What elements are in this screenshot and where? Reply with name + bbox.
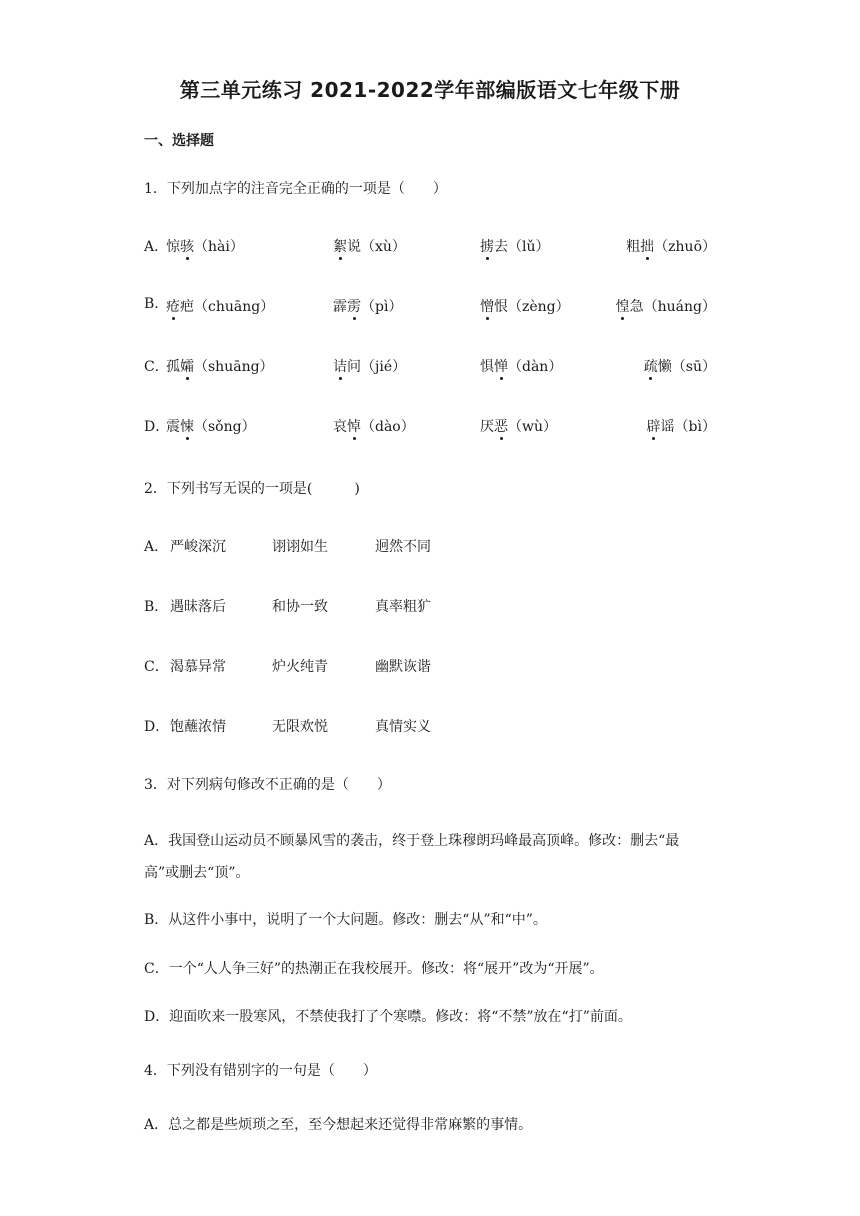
option-word: 遇昧落后 — [170, 599, 226, 615]
option-word: 饱蘸浓情 — [170, 719, 226, 735]
question-3-stem: 3．对下列病句修改不正确的是（ ） — [144, 777, 391, 793]
option-label: C． — [144, 659, 169, 675]
option-label: A． — [144, 539, 169, 555]
option-word: 霹雳（pì） — [333, 296, 402, 316]
dotted-character: 惶 — [616, 296, 630, 316]
dotted-character: 恶 — [494, 416, 508, 436]
option-word: 厌恶（wù） — [480, 416, 557, 436]
option-word: 诘问（jié） — [333, 356, 406, 376]
option-label: A． — [144, 239, 169, 255]
dotted-character: 掳 — [480, 236, 494, 256]
question-3-option-a-line1: A．我国登山运动员不顾暴风雪的袭击，终于登上珠穆朗玛峰最高顶峰。修改：删去“最 — [144, 833, 680, 849]
dotted-character: 惮 — [494, 356, 508, 376]
dotted-character: 诘 — [333, 356, 347, 376]
dotted-character: 憎 — [480, 296, 494, 316]
option-label: D． — [144, 719, 170, 735]
option-word: 炉火纯青 — [272, 659, 328, 675]
question-3-option-d: D．迎面吹来一股寒风，不禁使我打了个寒噤。修改：将“不禁”放在“打”前面。 — [144, 1009, 632, 1025]
question-1-stem: 1．下列加点字的注音完全正确的一项是（ ） — [144, 181, 447, 197]
option-word: 迥然不同 — [375, 539, 431, 555]
dotted-character: 雳 — [347, 296, 361, 316]
option-word: 粗拙（zhuō） — [626, 236, 716, 256]
question-4-stem: 4．下列没有错别字的一句是（ ） — [144, 1063, 377, 1079]
dotted-character: 悼 — [347, 416, 361, 436]
option-word: 疮疤（chuāng） — [166, 296, 274, 316]
option-word: 诩诩如生 — [272, 539, 328, 555]
option-word: 疏懒（sū） — [644, 356, 716, 376]
dotted-character: 辟 — [647, 416, 661, 436]
option-word: 渴慕异常 — [170, 659, 226, 675]
option-label: C． — [144, 359, 169, 375]
option-word: 幽默诙谐 — [375, 659, 431, 675]
question-4-option-a: A．总之都是些烦琐之至，至今想起来还觉得非常麻繁的事情。 — [144, 1117, 533, 1133]
option-word: 震悚（sǒng） — [166, 416, 256, 436]
option-word: 哀悼（dào） — [333, 416, 415, 436]
option-word: 絮说（xù） — [333, 236, 406, 256]
question-3-option-c: C．一个“人人争三好”的热潮正在我校展开。修改：将“展开”改为“开展”。 — [144, 961, 604, 977]
question-3-option-a-line2: 高”或删去“顶”。 — [144, 865, 250, 881]
option-label: B． — [144, 599, 169, 615]
option-word: 憎恨（zèng） — [480, 296, 570, 316]
dotted-character: 疮 — [166, 296, 180, 316]
page-title: 第三单元练习 2021-2022学年部编版语文七年级下册 — [179, 78, 681, 102]
dotted-character: 骇 — [180, 236, 194, 256]
option-label: B. — [144, 296, 159, 312]
question-2-stem: 2．下列书写无误的一项是( ) — [144, 481, 360, 497]
dotted-character: 孀 — [180, 356, 194, 376]
dotted-character: 疏 — [644, 356, 658, 376]
question-3-option-b: B．从这件小事中，说明了一个大问题。修改：删去“从”和“中”。 — [144, 912, 547, 928]
option-label: D． — [144, 419, 170, 435]
dotted-character: 拙 — [640, 236, 654, 256]
option-word: 真情实义 — [375, 719, 431, 735]
option-word: 惶急（huáng） — [616, 296, 716, 316]
section-heading: 一、选择题 — [144, 133, 214, 149]
dotted-character: 絮 — [333, 236, 347, 256]
option-word: 真率粗犷 — [375, 599, 431, 615]
dotted-character: 悚 — [180, 416, 194, 436]
option-word: 孤孀（shuāng） — [166, 356, 274, 376]
option-word: 惧惮（dàn） — [480, 356, 562, 376]
option-word: 和协一致 — [272, 599, 328, 615]
option-word: 无限欢悦 — [272, 719, 328, 735]
option-word: 惊骇（hài） — [166, 236, 244, 256]
option-word: 掳去（lǔ） — [480, 236, 550, 256]
option-word: 严峻深沉 — [170, 539, 226, 555]
option-word: 辟谣（bì） — [647, 416, 716, 436]
